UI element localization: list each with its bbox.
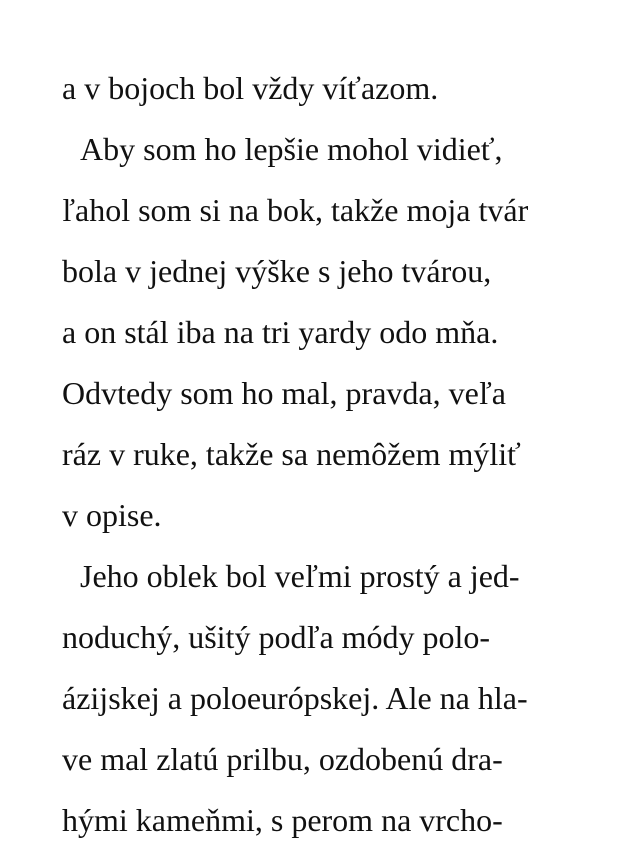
- text-line: noduchý, ušitý podľa módy polo-: [62, 619, 491, 655]
- text-line: Jeho oblek bol veľmi prostý a jed-: [80, 558, 520, 594]
- text-line: a on stál iba na tri yardy odo mňa.: [62, 314, 499, 350]
- text-line: Aby som ho lepšie mohol vidieť,: [80, 131, 503, 167]
- text-line: ľahol som si na bok, takže moja tvár: [62, 192, 529, 228]
- text-line: ázijskej a poloeurópskej. Ale na hla-: [62, 680, 528, 716]
- text-line: a v bojoch bol vždy víťazom.: [62, 70, 439, 106]
- text-line: bola v jednej výške s jeho tvárou,: [62, 253, 492, 289]
- text-line: ve mal zlatú prilbu, ozdobenú dra-: [62, 741, 503, 777]
- text-line: Odvtedy som ho mal, pravda, veľa: [62, 375, 506, 411]
- text-line: ráz v ruke, takže sa nemôžem mýliť: [62, 436, 521, 472]
- text-line: v opise.: [62, 497, 162, 533]
- text-line: hými kameňmi, s perom na vrcho-: [62, 802, 503, 838]
- page-text: [62, 58, 582, 851]
